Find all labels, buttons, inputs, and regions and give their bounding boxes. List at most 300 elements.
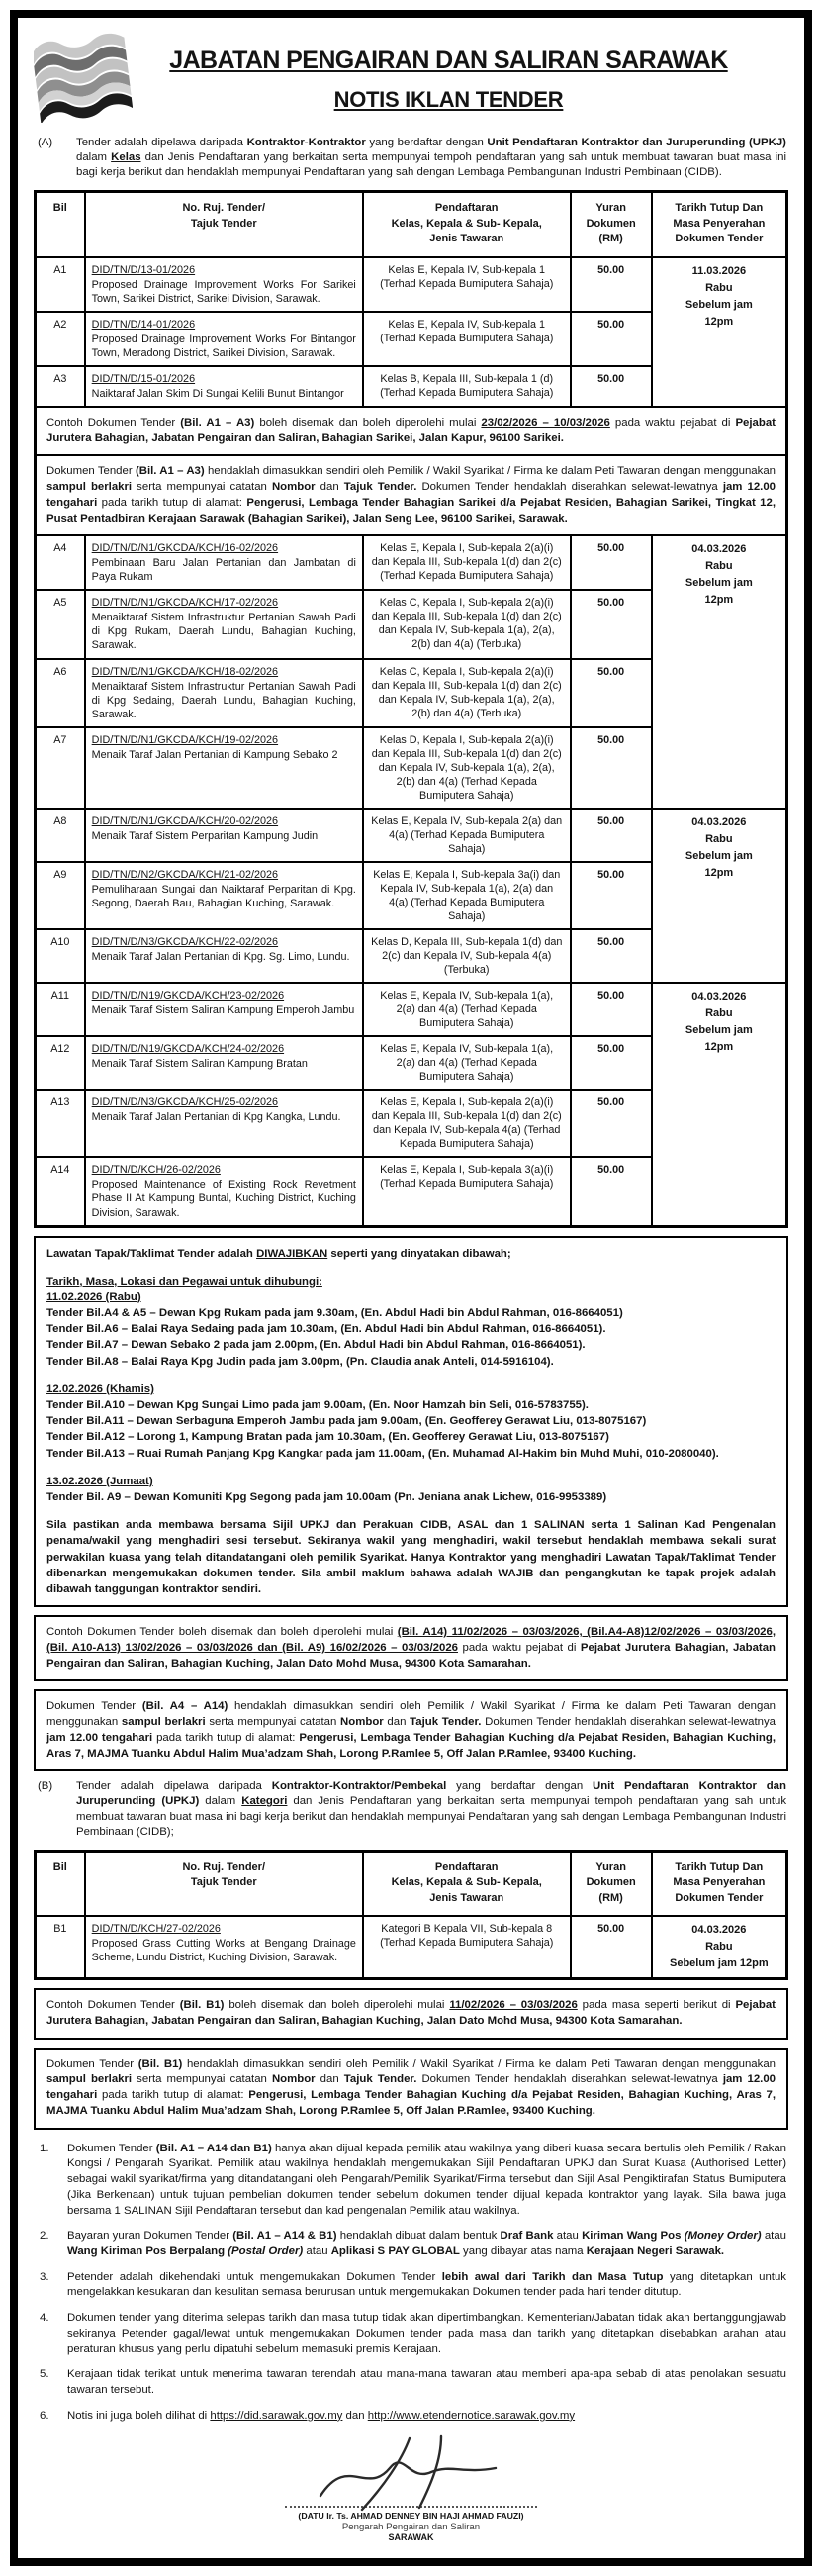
tender-title: Naiktaraf Jalan Skim Di Sungai Kelili Bunut Bintangor [91,387,344,400]
did-sarawak-waves-logo [34,32,133,128]
bil-cell: A11 [36,983,85,1036]
table-row-b1 [36,1916,787,1979]
visit-item: Tender Bil.A4 & A5 – Dewan Kpg Rukam pada jam 9.30am, (En. Abdul Hadi bin Abdul Rahman, 016-8664051) [46,1307,623,1320]
ref-cell [85,312,363,366]
note-number: 4. [40,2312,49,2325]
tender-title: Menaik Taraf Jalan Pertanian di Kpg. Sg. Limo, Lundu. [91,951,350,964]
col-header-closing [652,1851,787,1916]
section-a-label: (A) [38,137,53,148]
ref-cell [85,1090,363,1157]
text-run: sampul berlakri [121,1716,206,1729]
header-line: Jenis Tawaran [429,233,504,245]
text-run: Kontraktor-Kontraktor [246,137,366,148]
text-run: (Bil. A1 – A14 & B1) [232,2230,337,2242]
pendaftaran-cell: Kelas E, Kepala IV, Sub-kepala 1(a), 2(a) dan 4(a) (Terhad Kepada Bumiputera Sahaja) [363,983,571,1036]
text-run: Pejabat Jurutera Bahagian, Jabatan Pengairan dan Saliran, Bahagian Sarikei, Jalan Kapur, 96100 Sarikei. [46,416,776,444]
tender-ref: DID/TN/D/13-01/2026 [91,263,196,276]
fee-cell: 50.00 [571,590,652,658]
pendaftaran-cell: Kelas E, Kepala I, Sub-kepala 3(a)(i) (Terhad Kepada Bumiputera Sahaja) [363,1157,571,1226]
text-run: sampul berlakri [46,2073,133,2086]
closing-date: 04.03.2026 [691,543,747,556]
text-run: serta mempunyai catatan [205,1716,341,1729]
closing-date: 04.03.2026 [691,1924,747,1937]
ref-cell [85,1157,363,1226]
text-run: jam 12.00 tengahari [46,1731,153,1744]
closing-date-cell [652,535,787,809]
pendaftaran-cell: Kelas C, Kepala I, Sub-kepala 2(a)(i) dan Kepala III, Sub-kepala 1(d) dan 2(c) dan Kepala IV, Sub-kepala 1(a), 2(a), 2(b) dan 4(a) (Terbuka) [363,590,571,658]
text-run: Kerajaan Negeri Sarawak. [586,2245,725,2257]
text-run: Pejabat Jurutera Bahagian, Jabatan Pengairan dan Saliran, Bahagian Kuching, Jalan Dato Mohd Musa, 94300 Kota Samarahan. [46,1641,776,1670]
fee-cell: 50.00 [571,257,652,312]
tender-title: Menaik Taraf Sistem Saliran Kampung Bratan [91,1058,308,1071]
ref-cell [85,727,363,809]
text-run: Dokumen Tender [46,2057,138,2070]
visit-item: Tender Bil.A8 – Balai Raya Kpg Judin pada jam 3.00pm, (Pn. Claudia anak Anteli, 014-5916104). [46,1355,554,1368]
text-run: serta mempunyai catatan [132,2073,272,2086]
text-run: lebih awal dari Tarikh dan Masa Tutup [441,2270,664,2283]
dokumen-tender-a2-note [34,1689,788,1771]
text-run: Dokumen tender yang diterima selepas tarikh dan masa tutup tidak akan dipertimbangkan. Kementerian/Jabatan tidak akan bertanggungjawab sekiranya Petender gagal/lewat untuk mengemukakan Dokumen tender pada masa dan tarikh yang ditetapkan disebabkan arahan atau peraturan khusus yang perlu dipatuhi sebelum memasuki premis Kerajaan. [67,2312,786,2355]
tender-ref: DID/TN/D/N1/GKCDA/KCH/17-02/2026 [91,597,279,610]
text-run: Nombor [340,1716,384,1729]
fee-cell: 50.00 [571,862,652,929]
header-line: Yuran [595,202,626,215]
tender-ref: DID/TN/D/KCH/27-02/2026 [91,1923,221,1936]
section-b-text [76,1779,786,1840]
header-line: Pendaftaran [434,202,499,215]
note-3 [40,2270,786,2301]
text-run: Dokumen Tender [46,465,136,478]
note-1 [40,2142,786,2220]
header-line: Tajuk Tender [190,217,257,230]
text-run: Dokumen Tender [67,2142,156,2154]
signatory-org: SARAWAK [388,2531,434,2542]
text-run: (Bil. A14) 11/02/2026 – 03/03/2026, (Bil.A4-A8)12/02/2026 – 03/03/2026, (Bil. A10-A13) 13/02/2026 – 03/03/2026 dan (Bil. A9) 16/02/2026 – 03/03/2026 [46,1626,776,1654]
note-text [67,2229,786,2259]
note-2 [40,2229,786,2259]
text-run: Tender adalah dipelawa daripada [76,1780,272,1793]
text-run: dan [342,2409,368,2422]
tender-title: Proposed Grass Cutting Works at Bengang Drainage Scheme, Lundu District, Kuching Division, Sarawak. [91,1938,356,1964]
col-header-bil [36,1851,85,1916]
header-line: Dokumen [586,217,636,230]
tender-ref: DID/TN/D/N3/GKCDA/KCH/25-02/2026 [91,1097,279,1109]
text-run: (Bil. B1) [137,2057,183,2070]
closing-day: Rabu [705,1007,733,1020]
document-header [34,32,788,128]
text-run: Contoh Dokumen Tender boleh disemak dan boleh diperolehi mulai [46,1626,398,1639]
section-a-text [76,136,786,180]
tender-table-a [34,190,788,1227]
site-visit-note: Sila pastikan anda membawa bersama Sijil UPKJ dan Perakuan CIDB, ASAL dan 1 SALINAN serta 1 Salinan Kad Pengenalan penama/wakil yang menghadiri sesi tersebut. Sekiranya wakil yang menghadiri, wakil tersebut hendaklah membawa sekali surat perwakilan kuasa yang telah ditandatangani oleh pemilik Syarikat. Hanya Kontraktor yang menghadiri Lawatan Tapak/Taklimat Tender dibenarkan mengemukakan dokumen tender. Sila ambil maklum bahawa adalah WAJIB dan pengangkutan ke tapak projek adalah dibawah tanggungan kontraktor sendiri. [46,1519,776,1595]
col-header-ref [85,192,363,257]
section-a-intro [38,136,786,180]
fee-cell: 50.00 [571,312,652,366]
header-line: (RM) [598,233,623,245]
fee-cell: 50.00 [571,727,652,809]
text-run: (Bil. B1) [179,1999,225,2012]
tender-title: Proposed Drainage Improvement Works For Bintangor Town, Meradong District, Sarikei Division, Sarawak. [91,333,356,359]
header-line: Bil [52,202,67,215]
pendaftaran-cell: Kelas C, Kepala I, Sub-kepala 2(a)(i) dan Kepala III, Sub-kepala 1(d) dan 2(c) dan Kepala IV, Sub-kepala 1(a), 2(a), 2(b) dan 4(a) (Terbuka) [363,659,571,727]
general-notes [40,2142,786,2425]
text-run: boleh disemak dan boleh diperolehi mulai [224,1999,450,2012]
text-run: jam 12.00 tengahari [46,481,776,509]
note-number: 3. [40,2270,49,2283]
text-run: DIWAJIBKAN [256,1247,328,1260]
visit-item: Tender Bil.A11 – Dewan Serbaguna Emperoh Jambu pada jam 9.00am, (En. Geofferey Gerawat Liu, 013-8075167) [46,1415,647,1428]
contoh-dokumen-b-note [34,1988,788,2039]
header-line: Pendaftaran [434,1860,499,1873]
agency-title: JABATAN PENGAIRAN DAN SALIRAN SARAWAK [169,47,728,74]
header-line: (RM) [598,1891,623,1904]
ref-cell [85,1036,363,1090]
text-run: (Money Order) [684,2230,762,2242]
signature-block [34,2434,788,2542]
text-run: jam 12.00 tengahari [46,2073,776,2102]
fee-cell: 50.00 [571,366,652,407]
header-line: Yuran [595,1860,626,1873]
header-line: Masa Penyerahan [673,217,766,230]
text-run: Dokumen Tender hendaklah diserahkan selewat-lewatnya [416,481,723,494]
bil-cell: A1 [36,257,85,312]
ref-cell [85,535,363,590]
table-row-a11 [36,983,787,1036]
header-line: Dokumen Tender [675,233,764,245]
fee-cell: 50.00 [571,809,652,862]
text-run: Aplikasi S PAY GLOBAL [330,2245,460,2257]
text-run: dan [383,1716,411,1729]
closing-date: 04.03.2026 [691,815,747,828]
tender-title: Menaiktaraf Sistem Infrastruktur Pertanian Sawah Padi di Kpg Sedaing, Daerah Lundu, Bahagian Kuching, Sarawak. [91,680,356,720]
table-a-header-row [36,192,787,257]
tender-title: Menaik Taraf Sistem Saliran Kampung Emperoh Jambu [91,1004,355,1017]
table-b-header-row [36,1851,787,1916]
ref-cell [85,862,363,929]
text-run: yang berdaftar dengan [446,1780,593,1793]
tender-table-b [34,1850,788,1980]
text-run: Pengerusi, Lembaga Tender Bahagian Sarikei d/a Pejabat Residen, Bahagian Sarikei, Tingkat 12, Pusat Pentadbiran Kerajaan Sarawak (Bahagian Sarikei), Jalan Seng Lee, 96100 Sarikei, Sarawak. [46,496,776,525]
tender-title: Proposed Drainage Improvement Works For Sarikei Town, Sarikei District, Sarikei Division, Sarawak. [91,278,356,305]
text-run: Unit Pendaftaran Kontraktor dan Juruperunding (UPKJ) [487,137,786,148]
text-run: Kontraktor-Kontraktor/Pembekal [271,1780,447,1793]
tender-ref: DID/TN/D/N1/GKCDA/KCH/18-02/2026 [91,665,279,678]
text-run: dan Jenis Pendaftaran yang berkaitan serta mempunyai tempoh pendaftaran yang sah untuk membuat tawaran buat masa ini bagi kerja berikut dan hendaklah mempunyai Pendaftaran yang sah dengan Lembaga Pembangunan Industri Pembinaan (CIDB); [76,1795,787,1838]
visit-item: Tender Bil.A7 – Dewan Sebako 2 pada jam 2.00pm, (En. Abdul Hadi bin Abdul Rahman, 016-8664051). [46,1339,586,1352]
header-line: Kelas, Kepala & Sub- Kepala, [391,217,542,230]
closing-time: 12pm [704,594,734,607]
bil-cell: A5 [36,590,85,658]
header-line: No. Ruj. Tender/ [182,202,266,215]
bil-cell: B1 [36,1916,85,1979]
header-line: Kelas, Kepala & Sub- Kepala, [391,1876,542,1889]
tender-title: Menaik Taraf Jalan Pertanian di Kpg Kangka, Lundu. [91,1111,341,1124]
text-run: Dokumen Tender [46,1700,142,1713]
text-run: Unit Pendaftaran Kontraktor dan Juruperunding (UPKJ) [76,1780,786,1808]
contoh-dokumen-a1-note [36,407,787,455]
text-run: pada waktu pejabat di [458,1641,581,1654]
fee-cell: 50.00 [571,1157,652,1226]
text-run: atau [553,2230,583,2242]
text-run: Contoh Dokumen Tender [46,416,181,429]
pendaftaran-cell: Kelas D, Kepala III, Sub-kepala 1(d) dan 2(c) dan Kepala IV, Sub-kepala 4(a) (Terbuka) [363,929,571,983]
contoh-a1-row [36,407,787,455]
note-text [67,2311,786,2357]
note-text [67,2367,786,2398]
text-run: Dokumen Tender hendaklah diserahkan selewat-lewatnya [416,2073,723,2086]
closing-day: Rabu [705,832,733,845]
col-header-pendaftaran [363,1851,571,1916]
tender-ref: DID/TN/D/14-01/2026 [91,318,196,331]
header-line: Masa Penyerahan [673,1876,766,1889]
visit-item: Tender Bil.A10 – Dewan Kpg Sungai Limo pada jam 9.00am, (En. Noor Hamzah bin Seli, 016-5783755). [46,1399,589,1412]
bil-cell: A3 [36,366,85,407]
text-run: Bayaran yuran Dokumen Tender [67,2230,233,2242]
text-run: seperti yang dinyatakan dibawah; [327,1247,511,1260]
text-run: Draf Bank [500,2230,554,2242]
text-run: Pengerusi, Lembaga Tender Bahagian Kuching d/a Pejabat Residen, Bahagian Kuching, Aras 7, MAJMA Tuanku Abdul Halim Mua’adzam Shah, Lorong P.Ramlee 5, Off Jalan P.Ramlee, 93400 Kuching. [46,1731,776,1760]
visit-item: Tender Bil. A9 – Dewan Komuniti Kpg Segong pada jam 10.00am (Pn. Jeniana anak Lichew, 016-9953389) [46,1490,607,1503]
tender-notice-document [10,10,812,2566]
tender-title: Menaiktaraf Sistem Infrastruktur Pertanian Sawah Padi di Kpg Rukam, Daerah Lundu, Bahagian Kuching, Sarawak. [91,612,356,652]
text-run: pada tarikh tutup di alamat: [97,496,247,509]
tender-ref: DID/TN/D/N19/GKCDA/KCH/23-02/2026 [91,990,285,1002]
text-run: Kelas [111,151,141,164]
note-text [67,2409,786,2425]
text-run: Contoh Dokumen Tender [46,1999,180,2012]
text-run: Kerajaan tidak terikat untuk menerima tawaran terendah atau mana-mana tawaran atau memberi apa-apa sebab di atas penolakan sesuatu tawaran tersebut. [67,2368,786,2397]
bil-cell: A9 [36,862,85,929]
text-run: Dokumen Tender hendaklah diserahkan selewat-lewatnya [481,1716,776,1729]
closing-day: Rabu [705,560,733,573]
text-run: dan Jenis Pendaftaran yang berkaitan serta mempunyai tempoh pendaftaran yang sah untuk membuat tawaran buat masa ini bagi kerja berikut dan hendaklah mempunyai Pendaftaran yang sah dengan Lembaga Pembangunan Industri Pembinaan (CIDB). [76,151,786,179]
bil-cell: A8 [36,809,85,862]
tender-ref: DID/TN/D/N1/GKCDA/KCH/20-02/2026 [91,814,279,827]
closing-date-cell [652,1916,787,1979]
bil-cell: A13 [36,1090,85,1157]
tender-title: Pemuliharaan Sungai dan Naiktaraf Perparitan di Kpg. Segong, Daerah Bau, Bahagian Kuching, Sarawak. [91,883,356,909]
pendaftaran-cell: Kelas E, Kepala IV, Sub-kepala 1 (Terhad Kepada Bumiputera Sahaja) [363,312,571,366]
ref-cell [85,929,363,983]
note-text [67,2270,786,2301]
etendernotice-link[interactable]: http://www.etendernotice.sarawak.gov.my [367,2409,576,2422]
text-run: hendaklah dimasukkan sendiri oleh Pemilik / Wakil Syarikat / Firma ke dalam Peti Tawaran dengan menggunakan [46,1700,776,1729]
text-run: Petender adalah dikehendaki untuk mengemukakan Dokumen Tender [67,2270,442,2283]
closing-time: Sebelum jam [685,577,753,590]
header-line: Dokumen [586,1876,636,1889]
section-b-label: (B) [38,1780,53,1793]
text-run: 23/02/2026 – 10/03/2026 [481,416,610,429]
pendaftaran-cell: Kelas E, Kepala IV, Sub-kepala 2(a) dan 4(a) (Terhad Kepada Bumiputera Sahaja) [363,809,571,862]
closing-date-cell [652,809,787,983]
tender-title: Menaik Taraf Jalan Pertanian di Kampung Sebako 2 [91,748,338,761]
text-run: (Bil. A1 – A3) [180,416,255,429]
site-visit-section [34,1236,788,1608]
note-text [67,2142,786,2220]
closing-time: Sebelum jam [685,1024,753,1037]
ref-cell [85,659,363,727]
text-run: Pejabat Jurutera Bahagian, Jabatan Pengairan dan Saliran, Bahagian Kuching, Jalan Dato Mohd Musa, 94300 Kota Samarahan. [46,1999,776,2027]
tender-title: Pembinaan Baru Jalan Pertanian dan Jambatan di Paya Rukam [91,557,356,584]
text-run: serta mempunyai catatan [132,481,272,494]
closing-time: Sebelum jam [685,849,753,862]
note-5 [40,2367,786,2398]
ref-cell [85,809,363,862]
fee-cell: 50.00 [571,983,652,1036]
text-run: (Bil. A1 – A14 dan B1) [155,2142,272,2154]
fee-cell: 50.00 [571,929,652,983]
closing-time: 12pm [704,315,734,328]
text-run: pada waktu pejabat di [609,416,736,429]
pendaftaran-cell: Kelas E, Kepala I, Sub-kepala 2(a)(i) dan Kepala III, Sub-kepala 1(d) dan 2(c) (Terhad Kepada Bumiputera Sahaja) [363,535,571,590]
text-run: Kategori [241,1795,288,1808]
ref-cell [85,590,363,658]
text-run: (Bil. A4 – A14) [141,1700,228,1713]
tender-ref: DID/TN/D/N1/GKCDA/KCH/19-02/2026 [91,733,279,746]
note-6 [40,2409,786,2425]
fee-cell: 50.00 [571,1090,652,1157]
tender-ref: DID/TN/D/N1/GKCDA/KCH/16-02/2026 [91,542,279,555]
ref-cell [85,1916,363,1979]
text-run: Nombor [271,2073,316,2086]
header-line: Dokumen Tender [675,1891,764,1904]
bil-cell: A14 [36,1157,85,1226]
closing-date-cell [652,983,787,1226]
header-line: Tarikh Tutup Dan [675,1860,764,1873]
table-row-a8 [36,809,787,862]
signatory-name: (DATU Ir. Ts. AHMAD DENNEY BIN HAJI AHMAD FAUZI) [298,2510,524,2521]
contact-heading: Tarikh, Masa, Lokasi dan Pegawai untuk dihubungi: [46,1275,322,1288]
closing-time: 12pm [704,866,734,879]
text-run: Tajuk Tender. [343,481,417,494]
note-number: 5. [40,2368,49,2381]
tender-ref: DID/TN/D/15-01/2026 [91,372,196,385]
text-run: Nombor [271,481,316,494]
signature-scribble-icon [34,2434,788,2512]
pendaftaran-cell: Kelas E, Kepala IV, Sub-kepala 1(a), 2(a) dan 4(a) (Terhad Kepada Bumiputera Sahaja) [363,1036,571,1090]
text-run: atau [303,2245,331,2257]
signatory-title: Pengarah Pengairan dan Saliran [341,2521,481,2532]
closing-time: Sebelum jam [685,298,753,311]
text-run: yang dibayar atas nama [459,2245,587,2257]
bil-cell: A2 [36,312,85,366]
pendaftaran-cell: Kategori B Kepala VII, Sub-kepala 8 (Terhad Kepada Bumiputera Sahaja) [363,1916,571,1979]
ref-cell [85,983,363,1036]
header-line: Jenis Tawaran [429,1891,504,1904]
note-number: 2. [40,2230,49,2242]
closing-date: 04.03.2026 [691,991,747,1003]
header-line: Bil [52,1860,67,1873]
section-b-intro [38,1779,786,1840]
text-run: hendaklah dimasukkan sendiri oleh Pemilik / Wakil Syarikat / Firma ke dalam Peti Tawaran dengan menggunakan [204,465,776,478]
col-header-closing [652,192,787,257]
tender-title: Proposed Maintenance of Existing Rock Revetment Phase II At Kampung Buntal, Kuching District, Kuching Division, Sarawak. [91,1179,356,1219]
text-run: Wang Kiriman Pos Berpalang [67,2245,228,2257]
contoh-dokumen-a2-note [34,1615,788,1681]
fee-cell: 50.00 [571,659,652,727]
did-sarawak-link[interactable]: https://did.sarawak.gov.my [210,2409,343,2422]
fee-cell: 50.00 [571,1916,652,1979]
tender-ref: DID/TN/D/N19/GKCDA/KCH/24-02/2026 [91,1043,285,1056]
closing-day: Rabu [705,1941,733,1954]
text-run: dalam [199,1795,242,1808]
col-header-pendaftaran [363,192,571,257]
visit-item: Tender Bil.A13 – Ruai Rumah Panjang Kpg Kangkar pada jam 11.00am, (En. Muhamad Al-Hakim bin Muhd Muhi, 010-2080040). [46,1447,719,1460]
pendaftaran-cell: Kelas D, Kepala I, Sub-kepala 2(a)(i) dan Kepala III, Sub-kepala 1(d) dan 2(c) dan Kepala IV, Sub-kepala 1(a), 2(a), 2(b) dan 4(a) (Terhad Kepada Bumiputera Sahaja) [363,727,571,809]
text-run: yang berdaftar dengan [365,137,488,148]
closing-date-cell [652,257,787,407]
dokumen-tender-a1-note [36,455,787,535]
text-run: (Bil. A1 – A3) [135,465,205,478]
fee-cell: 50.00 [571,535,652,590]
pendaftaran-cell: Kelas B, Kepala III, Sub-kepala 1 (d) (Terhad Kepada Bumiputera Sahaja) [363,366,571,407]
text-run: hanya akan dijual kepada pemilik atau wakilnya yang diberi kuasa secara bertulis oleh Pemilik / Rakan Kongsi / Pengarah Syarikat. Pemilik atau wakilnya hendaklah mengemukakan Sijil Pendaftaran UPKJ dan Surat Kuasa (Authorised Letter) sebagai wakil syarikat/firma yang ditandatangani oleh Pengarah/Pemilik Syarikat/Firma tersebut dan Sijil Asal Pengiktirafan Status Bumiputera (Jika Berkenaan) untuk tujuan pembelian dokumen tender sebelum dokumen tender dijual kepada kontraktor yang layak. Sila bawa juga bersama 1 SALINAN Sijil Pendaftaran tersebut dan kad pengenalan Pemilik atau wakilnya. [67,2142,786,2217]
header-line: No. Ruj. Tender/ [182,1860,266,1873]
bil-cell: A10 [36,929,85,983]
text-run: sampul berlakri [46,481,133,494]
pendaftaran-cell: Kelas E, Kepala I, Sub-kepala 2(a)(i) dan Kepala III, Sub-kepala 1(d) dan 2(c) dan Kepala IV, Sub-kepala 4(a) (Terhad Kepada Bumiputera Sahaja) [363,1090,571,1157]
visit-item: Tender Bil.A6 – Balai Raya Sedaing pada jam 10.30am, (En. Abdul Hadi bin Abdul Rahman, 016-8664051). [46,1323,606,1336]
text-run: Tender adalah dipelawa daripada [76,137,247,148]
dokumen-a1-row [36,455,787,535]
note-number: 1. [40,2142,49,2154]
text-run: dan [315,481,344,494]
closing-time: 12pm [704,1041,734,1054]
table-row-a4 [36,535,787,590]
text-run: Pengerusi, Lembaga Tender Bahagian Kuching d/a Pejabat Residen, Bahagian Kuching, Aras 7, MAJMA Tuanku Abdul Halim Mua’adzam Shah, Lorong P.Ramlee 5, Off Jalan P.Ramlee, 93400 Kuching. [46,2089,776,2117]
visit-date-heading: 13.02.2026 (Jumaat) [46,1475,153,1487]
table-row-a1 [36,257,787,312]
tender-ref: DID/TN/D/KCH/26-02/2026 [91,1164,221,1177]
notice-title: NOTIS IKLAN TENDER [333,87,564,112]
text-run: Tajuk Tender. [343,2073,417,2086]
title-block [142,47,788,113]
text-run: atau [761,2230,787,2242]
pendaftaran-cell: Kelas E, Kepala IV, Sub-kepala 1 (Terhad Kepada Bumiputera Sahaja) [363,257,571,312]
tender-ref: DID/TN/D/N2/GKCDA/KCH/21-02/2026 [91,868,279,881]
text-run: pada masa seperti berikut di [577,1999,736,2012]
text-run: hendaklah dibuat dalam bentuk [336,2230,501,2242]
visit-date-heading: 12.02.2026 (Khamis) [46,1383,154,1395]
text-run: hendaklah dimasukkan sendiri oleh Pemilik / Wakil Syarikat / Firma ke dalam Peti Tawaran dengan menggunakan [182,2057,776,2070]
header-line: Tarikh Tutup Dan [675,202,764,215]
text-run: yang ditetapkan untuk mengelakkan kesukaran dan kesulitan semasa berurusan untuk mengemukakan Dokumen tender pada hari tender ditutup. [67,2270,787,2299]
col-header-ref [85,1851,363,1916]
site-visit-intro [46,1246,776,1262]
note-4 [40,2311,786,2357]
ref-cell [85,257,363,312]
text-run: Lawatan Tapak/Taklimat Tender adalah [46,1247,257,1260]
bil-cell: A12 [36,1036,85,1090]
visit-item: Tender Bil.A12 – Lorong 1, Kampung Bratan pada jam 10.30am, (En. Geofferey Gerawat Liu, 013-8075167) [46,1431,609,1444]
text-run: dalam [76,151,112,164]
header-line: Tajuk Tender [190,1876,257,1889]
bil-cell: A7 [36,727,85,809]
text-run: dan [315,2073,344,2086]
tender-title: Menaik Taraf Sistem Perparitan Kampung Judin [91,829,319,842]
bil-cell: A4 [36,535,85,590]
closing-day: Rabu [705,281,733,294]
dokumen-tender-b-note [34,2048,788,2130]
text-run: Kiriman Wang Pos [582,2230,685,2242]
text-run: Tajuk Tender. [410,1716,482,1729]
col-header-fee [571,1851,652,1916]
text-run: pada tarikh tutup di alamat: [97,2089,249,2102]
text-run: boleh disemak dan boleh diperolehi mulai [254,416,482,429]
pendaftaran-cell: Kelas E, Kepala I, Sub-kepala 3a(i) dan Kepala IV, Sub-kepala 1(a), 2(a) dan 4(a) (Terhad Kepada Bumiputera Sahaja) [363,862,571,929]
closing-time: Sebelum jam 12pm [670,1957,769,1970]
text-run: 11/02/2026 – 03/03/2026 [449,1999,578,2012]
